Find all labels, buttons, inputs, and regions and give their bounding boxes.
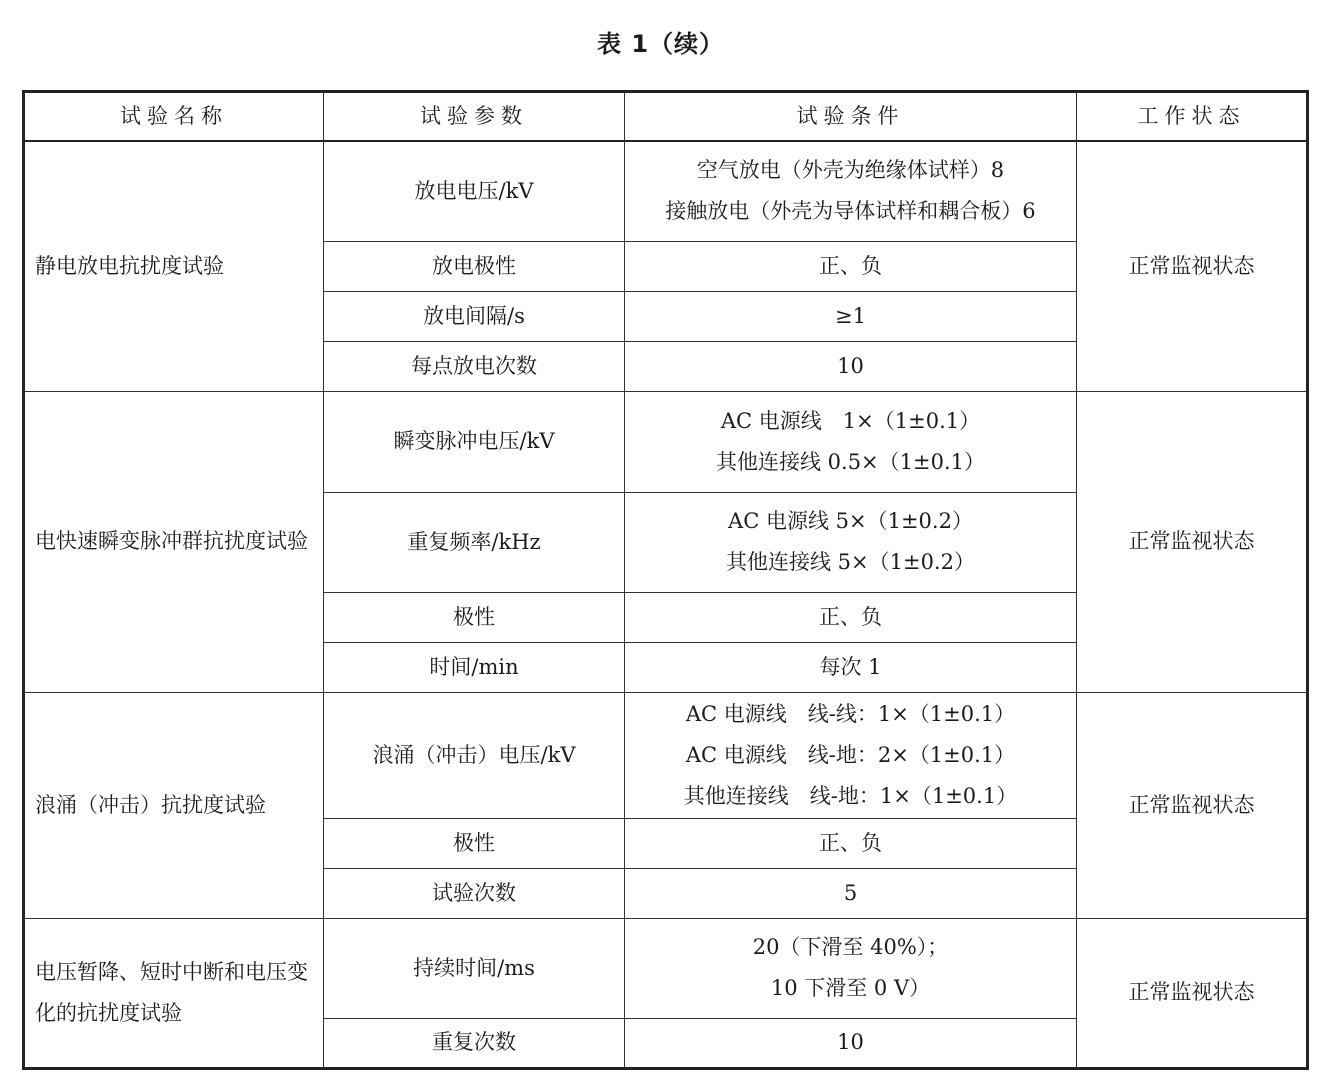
test-name-cell: 电快速瞬变脉冲群抗扰度试验 — [24, 391, 324, 692]
table-title: 表 1（续） — [596, 30, 725, 58]
header-test-conditions: 试验条件 — [625, 92, 1077, 142]
condition-cell: 10 — [625, 341, 1077, 391]
work-state-cell: 正常监视状态 — [1077, 141, 1308, 391]
table-row — [24, 692, 1308, 818]
table-body — [24, 141, 1308, 1068]
param-cell: 时间/min — [324, 642, 625, 692]
condition-cell: 正、负 — [625, 241, 1077, 291]
condition-cell: 5 — [625, 868, 1077, 918]
condition-cell — [625, 391, 1077, 492]
condition-line: 空气放电（外壳为绝缘体试样）8 — [696, 158, 1005, 183]
condition-cell: 正、负 — [625, 592, 1077, 642]
param-cell: 极性 — [324, 818, 625, 868]
condition-cell: 每次 1 — [625, 642, 1077, 692]
param-cell: 极性 — [324, 592, 625, 642]
condition-line: AC 电源线 5×（1±0.2） — [728, 509, 973, 533]
table-row — [24, 391, 1308, 492]
work-state-cell: 正常监视状态 — [1077, 391, 1308, 692]
condition-cell: ≥1 — [625, 291, 1077, 341]
header-row — [24, 92, 1308, 142]
work-state-cell: 正常监视状态 — [1077, 918, 1308, 1068]
param-cell: 重复次数 — [324, 1018, 625, 1068]
header-test-params: 试验参数 — [324, 92, 625, 142]
table-row — [24, 141, 1308, 241]
condition-cell: 10 — [625, 1018, 1077, 1068]
param-cell: 放电极性 — [324, 241, 625, 291]
param-cell: 每点放电次数 — [324, 341, 625, 391]
param-cell: 重复频率/kHz — [324, 492, 625, 592]
param-cell: 瞬变脉冲电压/kV — [324, 391, 625, 492]
test-spec-table — [22, 90, 1309, 1070]
header-test-name: 试验名称 — [24, 92, 324, 142]
condition-line: AC 电源线 线-地：2×（1±0.1） — [685, 742, 1016, 767]
condition-line: 接触放电（外壳为导体试样和耦合板）6 — [665, 199, 1036, 224]
condition-line: 其他连接线 5×（1±0.2） — [726, 550, 975, 574]
condition-line: 其他连接线 线-地：1×（1±0.1） — [683, 783, 1018, 808]
param-cell: 放电间隔/s — [324, 291, 625, 341]
condition-line: AC 电源线 1×（1±0.1） — [720, 408, 981, 433]
condition-cell — [625, 492, 1077, 592]
param-cell: 持续时间/ms — [324, 918, 625, 1018]
condition-cell — [625, 918, 1077, 1018]
condition-line: 其他连接线 0.5×（1±0.1） — [715, 449, 986, 474]
work-state-cell: 正常监视状态 — [1077, 692, 1308, 918]
table-row — [24, 918, 1308, 1018]
param-cell: 试验次数 — [324, 868, 625, 918]
test-name-cell: 浪涌（冲击）抗扰度试验 — [24, 692, 324, 918]
condition-line: 10 下滑至 0 V） — [770, 976, 931, 1000]
condition-cell — [625, 141, 1077, 241]
condition-line: 20（下滑至 40%）； — [752, 935, 949, 959]
header-work-state: 工作状态 — [1077, 92, 1308, 142]
condition-cell — [625, 692, 1077, 818]
test-name-cell: 静电放电抗扰度试验 — [24, 141, 324, 391]
condition-cell: 正、负 — [625, 818, 1077, 868]
test-name-cell: 电压暂降、短时中断和电压变化的抗扰度试验 — [24, 918, 324, 1068]
param-cell: 浪涌（冲击）电压/kV — [324, 692, 625, 818]
param-cell: 放电电压/kV — [324, 141, 625, 241]
condition-line: AC 电源线 线-线：1×（1±0.1） — [685, 701, 1016, 726]
